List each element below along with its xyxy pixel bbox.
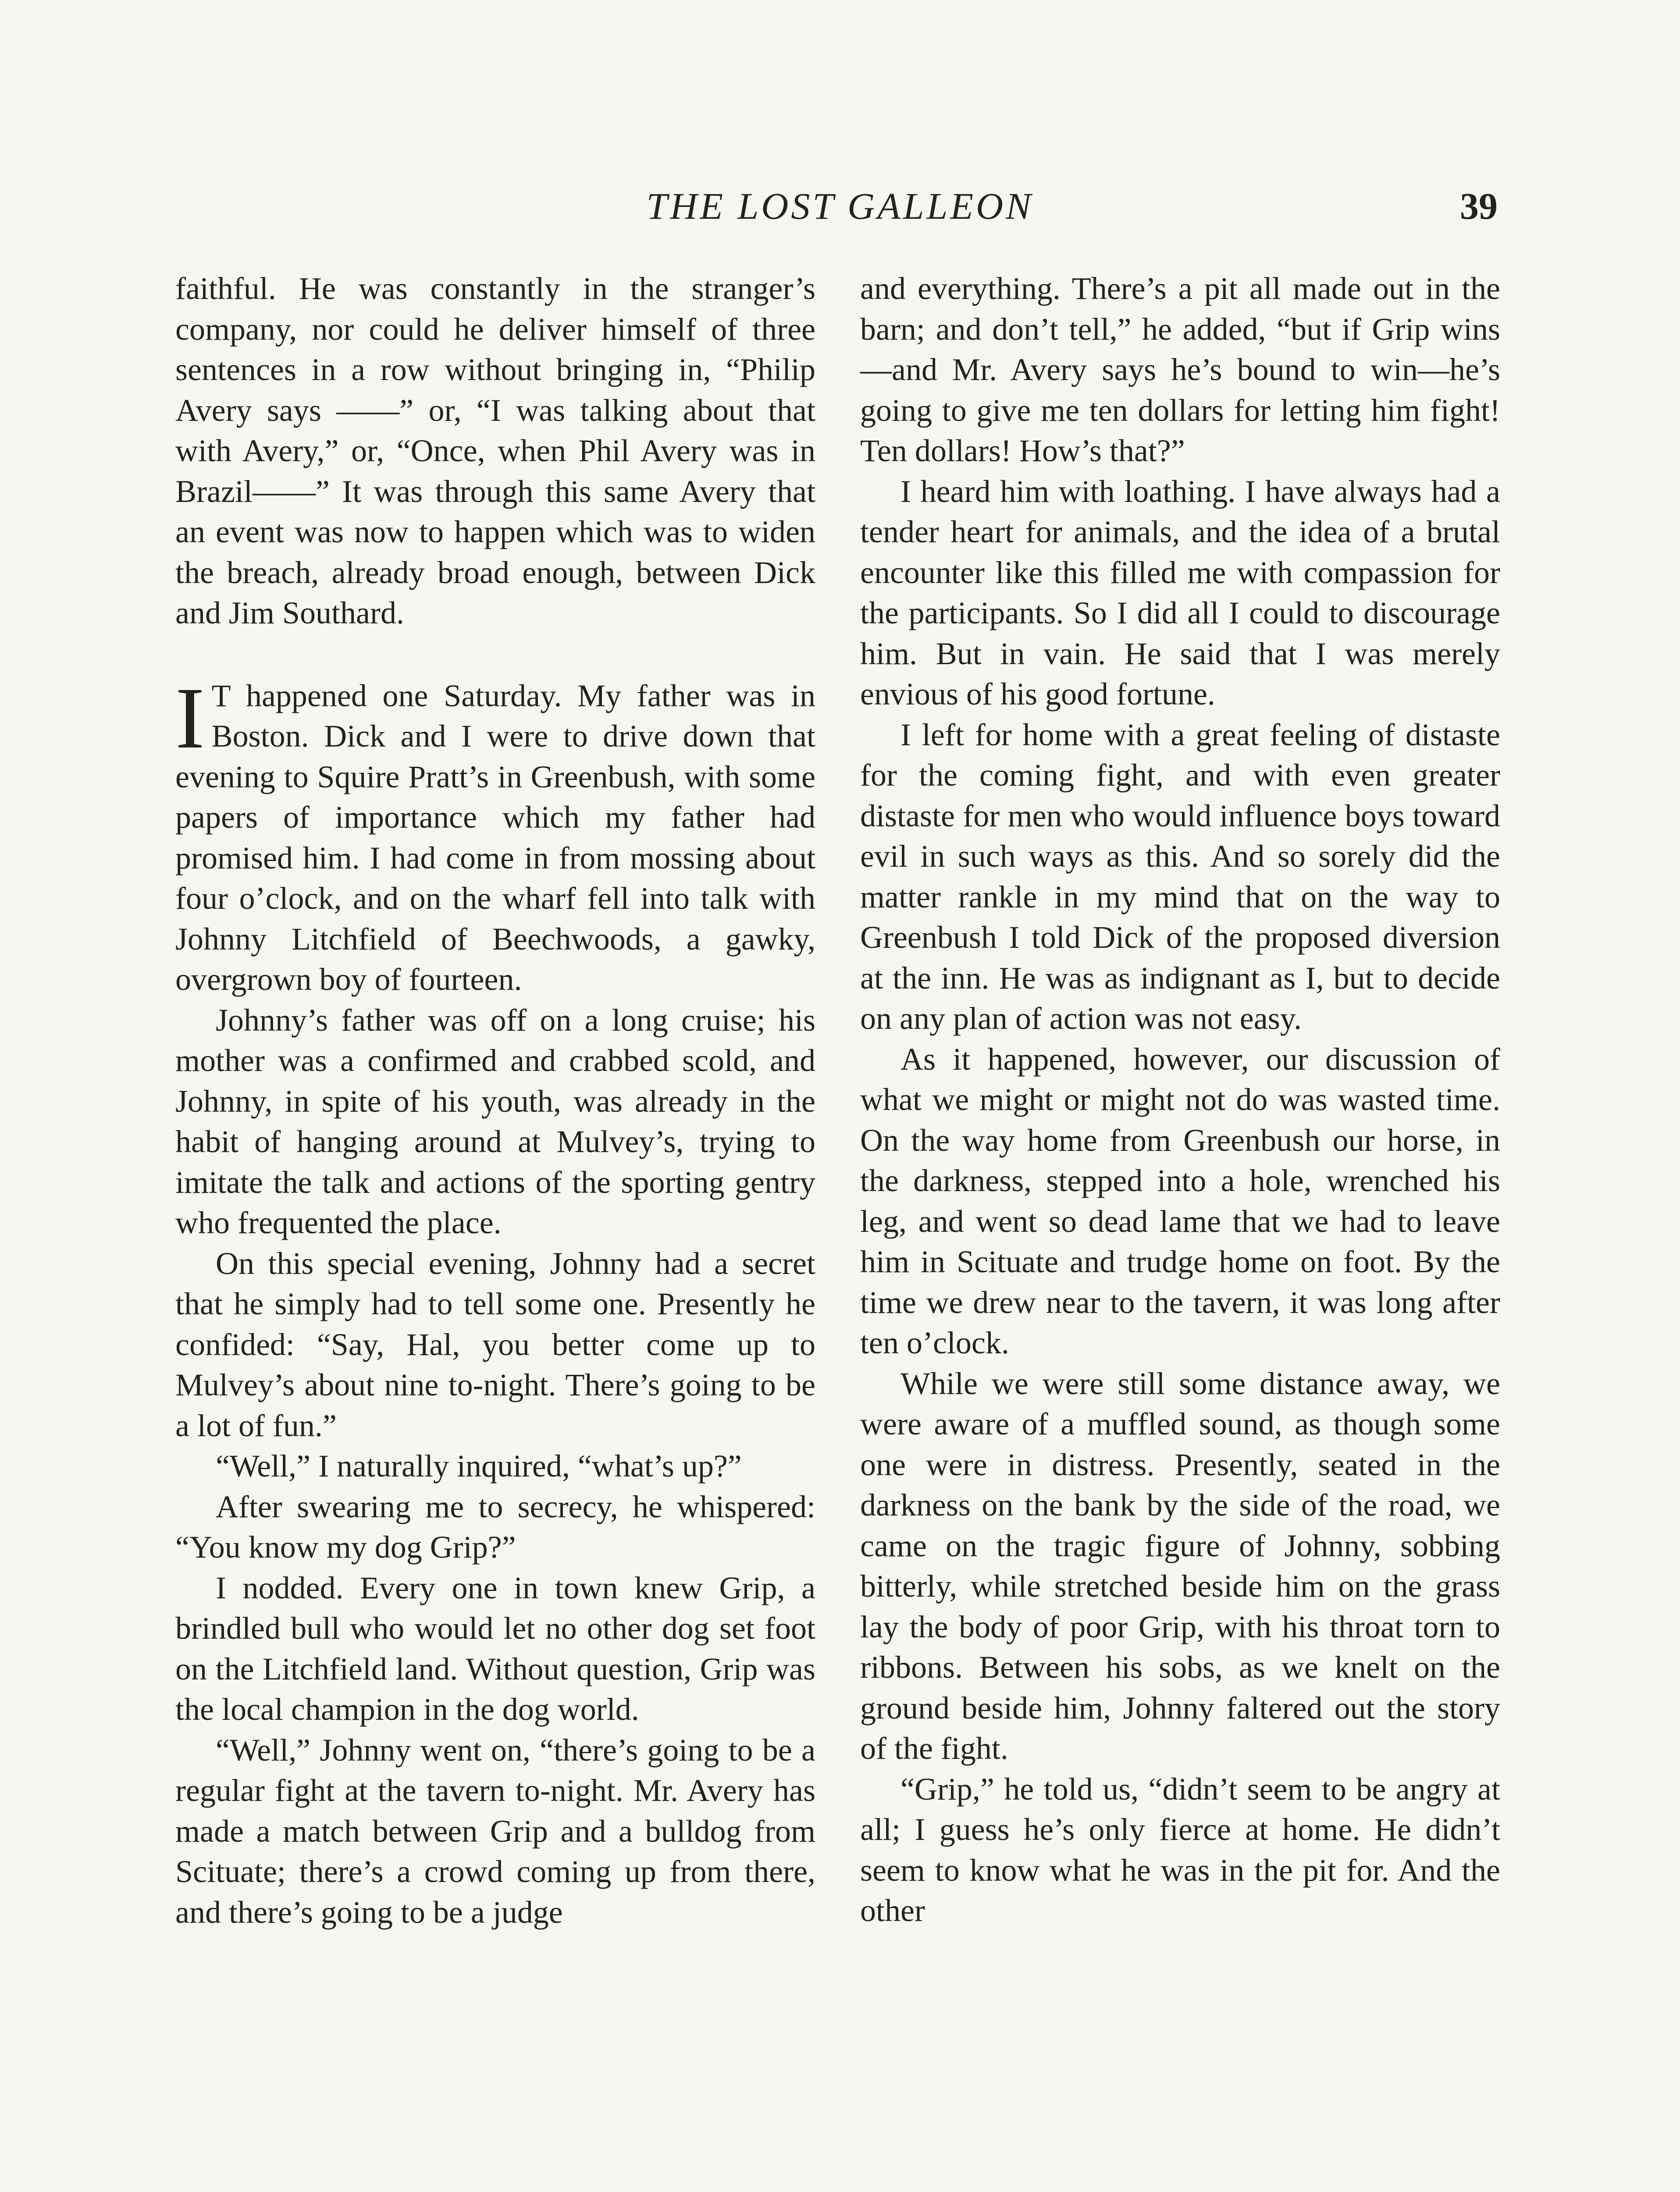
- left-column: [175, 268, 815, 1932]
- paragraph: While we were still some distance away, we were aware of a muffled sound, as though some one were in distress. Presently, seated in the darkness on the bank by the side of the road, we came on the tragic figure of Johnny, sobbing bitterly, while stretched beside him on the grass lay the body of poor Grip, with his throat torn to ribbons. Between his sobs, as we knelt on the ground beside him, Johnny faltered out the story of the fight.: [860, 1366, 1500, 1766]
- paragraph: “Well,” I naturally inquired, “what’s up?”: [216, 1448, 742, 1484]
- page-header: [174, 175, 1506, 241]
- paragraph: “Well,” Johnny went on, “there’s going to be a regular fight at the tavern to-night. Mr. Avery has made a match between Grip and a bulldog from Scituate; there’s a crowd coming up from there, and there’s going to be a judge: [175, 1732, 815, 1930]
- paragraph: and everything. There’s a pit all made out in the barn; and don’t tell,” he added, “but if Grip wins—and Mr. Avery says he’s bound to win—he’s going to give me ten dollars for letting him fight! Ten dollars! How’s that?”: [860, 271, 1500, 468]
- paragraph: “Grip,” he told us, “didn’t seem to be angry at all; I guess he’s only fierce at home. He didn’t seem to know what he was in the pit for. And the other: [860, 1771, 1500, 1928]
- paragraph: faithful. He was constantly in the stranger’s company, nor could he deliver himself of three sentences in a row without bringing in, “Philip Avery says ——” or, “I was talking about that with Avery,” or, “Once, when Phil Avery was in Brazil——” It was through this same Avery that an event was now to happen which was to widen the breach, already broad enough, between Dick and Jim Southard.: [175, 271, 815, 630]
- paragraph: Johnny’s father was off on a long cruise; his mother was a confirmed and crabbed scold, and Johnny, in spite of his youth, was already in the habit of hanging around at Mulvey’s, trying to imitate the talk and actions of the sporting gentry who frequented the place.: [175, 1002, 815, 1240]
- drop-cap: I: [175, 669, 205, 767]
- paragraph: I heard him with loathing. I have always had a tender heart for animals, and the idea of a brutal encounter like this filled me with compassion for the participants. So I did all I could to discourage him. But in vain. He said that I was merely envious of his good fortune.: [860, 473, 1500, 712]
- paragraph-text: T happened one Saturday. My father was in Boston. Dick and I were to drive down that evening to Squire Pratt’s in Greenbush, with some papers of importance which my father had promised him. I had come in from mossing about four o’clock, and on the wharf fell into talk with Johnny Litchfield of Beechwoods, a gawky, overgrown boy of fourteen.: [175, 678, 815, 997]
- paragraph: As it happened, however, our discussion of what we might or might not do was wasted time. On the way home from Greenbush our horse, in the darkness, stepped into a hole, wrenched his leg, and went so dead lame that we had to leave him in Scituate and trudge home on foot. By the time we drew near to the tavern, it was long after ten o’clock.: [860, 1041, 1500, 1360]
- running-title: THE LOST GALLEON: [646, 185, 1034, 227]
- paragraph: On this special evening, Johnny had a secret that he simply had to tell some one. Presently he confided: “Say, Hal, you better come up to Mulvey’s about nine to-night. There’s going to be a lot of fun.”: [175, 1245, 815, 1443]
- paragraph: I left for home with a great feeling of distaste for the coming fight, and with even greater distaste for men who would influence boys toward evil in such ways as this. And so sorely did the matter rankle in my mind that on the way to Greenbush I told Dick of the proposed diversion at the inn. He was as indignant as I, but to decide on any plan of action was not easy.: [860, 717, 1500, 1036]
- section-paragraph: [175, 669, 815, 1000]
- right-column: [860, 268, 1500, 1931]
- paragraph: After swearing me to secrecy, he whispered: “You know my dog Grip?”: [175, 1489, 815, 1565]
- page-number: 39: [1460, 185, 1498, 227]
- paragraph: I nodded. Every one in town knew Grip, a brindled bull who would let no other dog set foot on the Litchfield land. Without question, Grip was the local champion in the dog world.: [175, 1570, 815, 1727]
